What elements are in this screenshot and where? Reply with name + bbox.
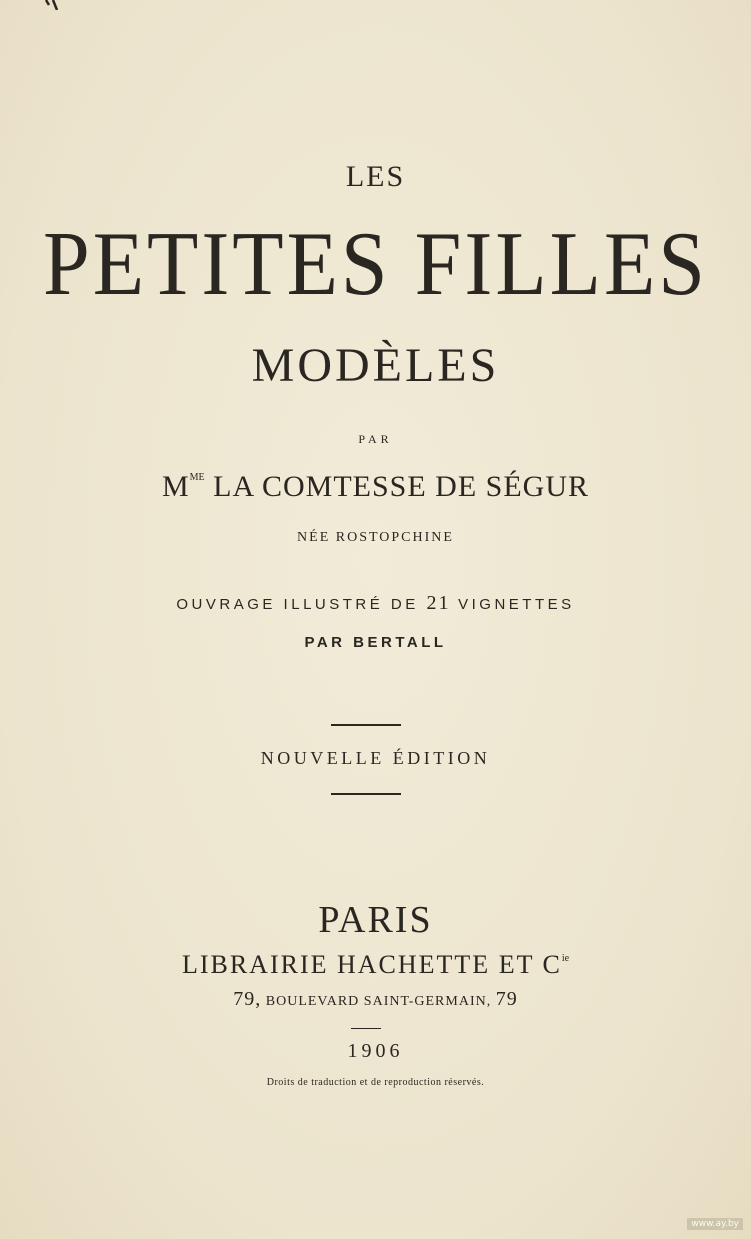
title-article: LES <box>345 160 406 193</box>
illustration-note-after: VIGNETTES <box>458 596 575 613</box>
address-number-end: 79 <box>495 988 518 1010</box>
illustration-note <box>0 592 751 615</box>
author-name: LA COMTESSE DE SÉGUR <box>213 470 590 503</box>
main-title: PETITES FILLES <box>43 214 708 315</box>
author-line <box>0 470 751 504</box>
edition: NOUVELLE ÉDITION <box>260 748 491 768</box>
corner-mark-icon <box>44 0 64 10</box>
address-street: BOULEVARD SAINT-GERMAIN, <box>265 994 492 1009</box>
author-prefix-superscript: ME <box>189 472 205 483</box>
publisher-line <box>0 950 751 980</box>
by-label: PAR <box>358 432 393 446</box>
subtitle: MODÈLES <box>251 339 500 392</box>
birth-name: NÉE ROSTOPCHINE <box>297 530 454 545</box>
publisher-address <box>0 988 751 1011</box>
city: PARIS <box>318 899 433 941</box>
divider-rule-top <box>331 724 401 726</box>
publication-year: 1906 <box>347 1040 404 1062</box>
illustrator: PAR BERTALL <box>304 634 447 651</box>
divider-rule-bottom <box>331 793 401 795</box>
rights-notice: Droits de traduction et de reproduction réservés. <box>266 1077 485 1088</box>
divider-rule-short <box>351 1028 381 1029</box>
watermark: www.ay.by <box>687 1218 743 1230</box>
illustration-count: 21 <box>426 592 451 614</box>
publisher-superscript: ie <box>561 953 570 964</box>
illustration-note-before: OUVRAGE ILLUSTRÉ DE <box>176 596 419 613</box>
publisher-name: LIBRAIRIE HACHETTE ET C <box>181 950 562 979</box>
address-number-start: 79, <box>233 988 262 1010</box>
author-prefix: M <box>161 470 190 503</box>
